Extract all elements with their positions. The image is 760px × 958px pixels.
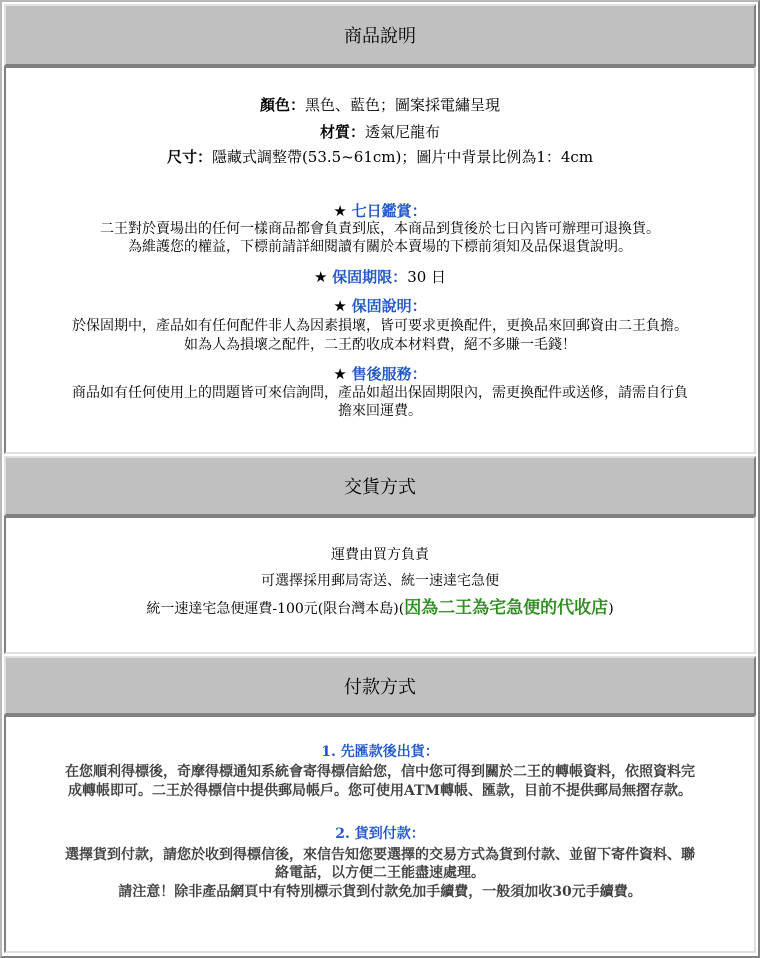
delivery-line3 bbox=[6, 599, 754, 618]
delivery-line2: 可選擇採用郵局寄送、統一速達宅急便 bbox=[261, 573, 499, 589]
delivery-line1: 運費由買方負責 bbox=[331, 547, 429, 563]
after-sale-line2: 擔來回運費。 bbox=[338, 403, 422, 419]
material-value: 透氣尼龍布 bbox=[365, 123, 441, 141]
star-icon: ★ bbox=[333, 297, 347, 315]
color-value: 黑色、藍色；圖案採電繡呈現 bbox=[305, 96, 501, 114]
after-sale-heading bbox=[6, 365, 754, 383]
delivery-fee-text: 統一速達宅急便運費-100元(限台灣本島)( bbox=[146, 601, 405, 617]
size-row bbox=[6, 148, 754, 166]
seven-day-title: 七日鑑賞： bbox=[351, 202, 427, 220]
material-label: 材質： bbox=[319, 123, 365, 141]
seven-day-heading bbox=[6, 202, 754, 220]
warranty-title: 保固說明： bbox=[351, 297, 427, 315]
star-icon: ★ bbox=[313, 268, 328, 286]
payment-header bbox=[4, 656, 756, 715]
warranty-heading bbox=[6, 297, 754, 315]
color-row bbox=[6, 96, 754, 114]
delivery-fee-suffix: ) bbox=[608, 601, 614, 617]
description-body bbox=[4, 66, 756, 454]
seven-day-line2: 為維護您的權益，下標前請詳細閱讀有關於本賣場的下標前須知及品保退貨說明。 bbox=[128, 239, 632, 255]
payment-method1-title: 1. 先匯款後出貨： bbox=[321, 744, 439, 760]
size-label: 尺寸： bbox=[166, 148, 212, 166]
star-icon: ★ bbox=[333, 365, 347, 383]
warranty-line1: 於保固期中，產品如有任何配件非人為因素損壞，皆可要求更換配件，更換品來回郵資由二王負擔。 bbox=[72, 318, 688, 334]
description-title: 商品說明 bbox=[344, 26, 416, 47]
payment-method1-line1: 在您順利得標後，奇摩得標通知系統會寄得標信給您，信中您可得到關於二王的轉帳資料，依照資料完 bbox=[65, 764, 695, 780]
warranty-period-value: 30 日 bbox=[407, 268, 447, 286]
payment-title: 付款方式 bbox=[344, 676, 416, 698]
star-icon: ★ bbox=[333, 202, 347, 220]
material-row bbox=[6, 123, 754, 141]
delivery-body bbox=[4, 516, 756, 654]
seven-day-line1: 二王對於賣場出的任何一樣商品都會負責到底，本商品到貨後於七日內皆可辦理可退換貨。 bbox=[100, 221, 660, 237]
color-label: 顏色： bbox=[259, 96, 305, 114]
payment-method1-line2: 成轉帳即可。二王於得標信中提供郵局帳戶。您可使用ATM轉帳、匯款，目前不提供郵局無摺存款。 bbox=[67, 783, 692, 799]
size-value: 隱藏式調整帶(53.5~61cm)；圖片中背景比例為1：4cm bbox=[211, 148, 594, 166]
after-sale-line1: 商品如有任何使用上的問題皆可來信詢問，產品如超出保固期限內，需更換配件或送修，請需自行負 bbox=[72, 385, 688, 401]
delivery-note-highlight: 因為二王為宅急便的代收店 bbox=[404, 598, 609, 618]
warranty-period-label: 保固期限： bbox=[332, 268, 408, 286]
warranty-period-row bbox=[6, 268, 754, 286]
delivery-title: 交貨方式 bbox=[344, 477, 416, 498]
after-sale-title: 售後服務： bbox=[351, 365, 427, 383]
payment-method2-line2: 絡電話，以方便二王能盡速處理。 bbox=[275, 865, 485, 881]
delivery-header bbox=[4, 456, 756, 516]
warranty-line2: 如為人為損壞之配件，二王酌收成本材料費，絕不多賺一毛錢！ bbox=[184, 337, 576, 353]
payment-method2-line1: 選擇貨到付款，請您於收到得標信後，來信告知您要選擇的交易方式為貨到付款、並留下寄件資料、聯 bbox=[65, 847, 695, 863]
payment-method2-title: 2. 貨到付款： bbox=[335, 826, 425, 842]
payment-method2-line3: 請注意！除非產品網頁中有特別標示貨到付款免加手續費，一般須加收30元手續費。 bbox=[118, 884, 642, 900]
payment-body bbox=[4, 715, 756, 953]
description-header bbox=[4, 4, 756, 66]
